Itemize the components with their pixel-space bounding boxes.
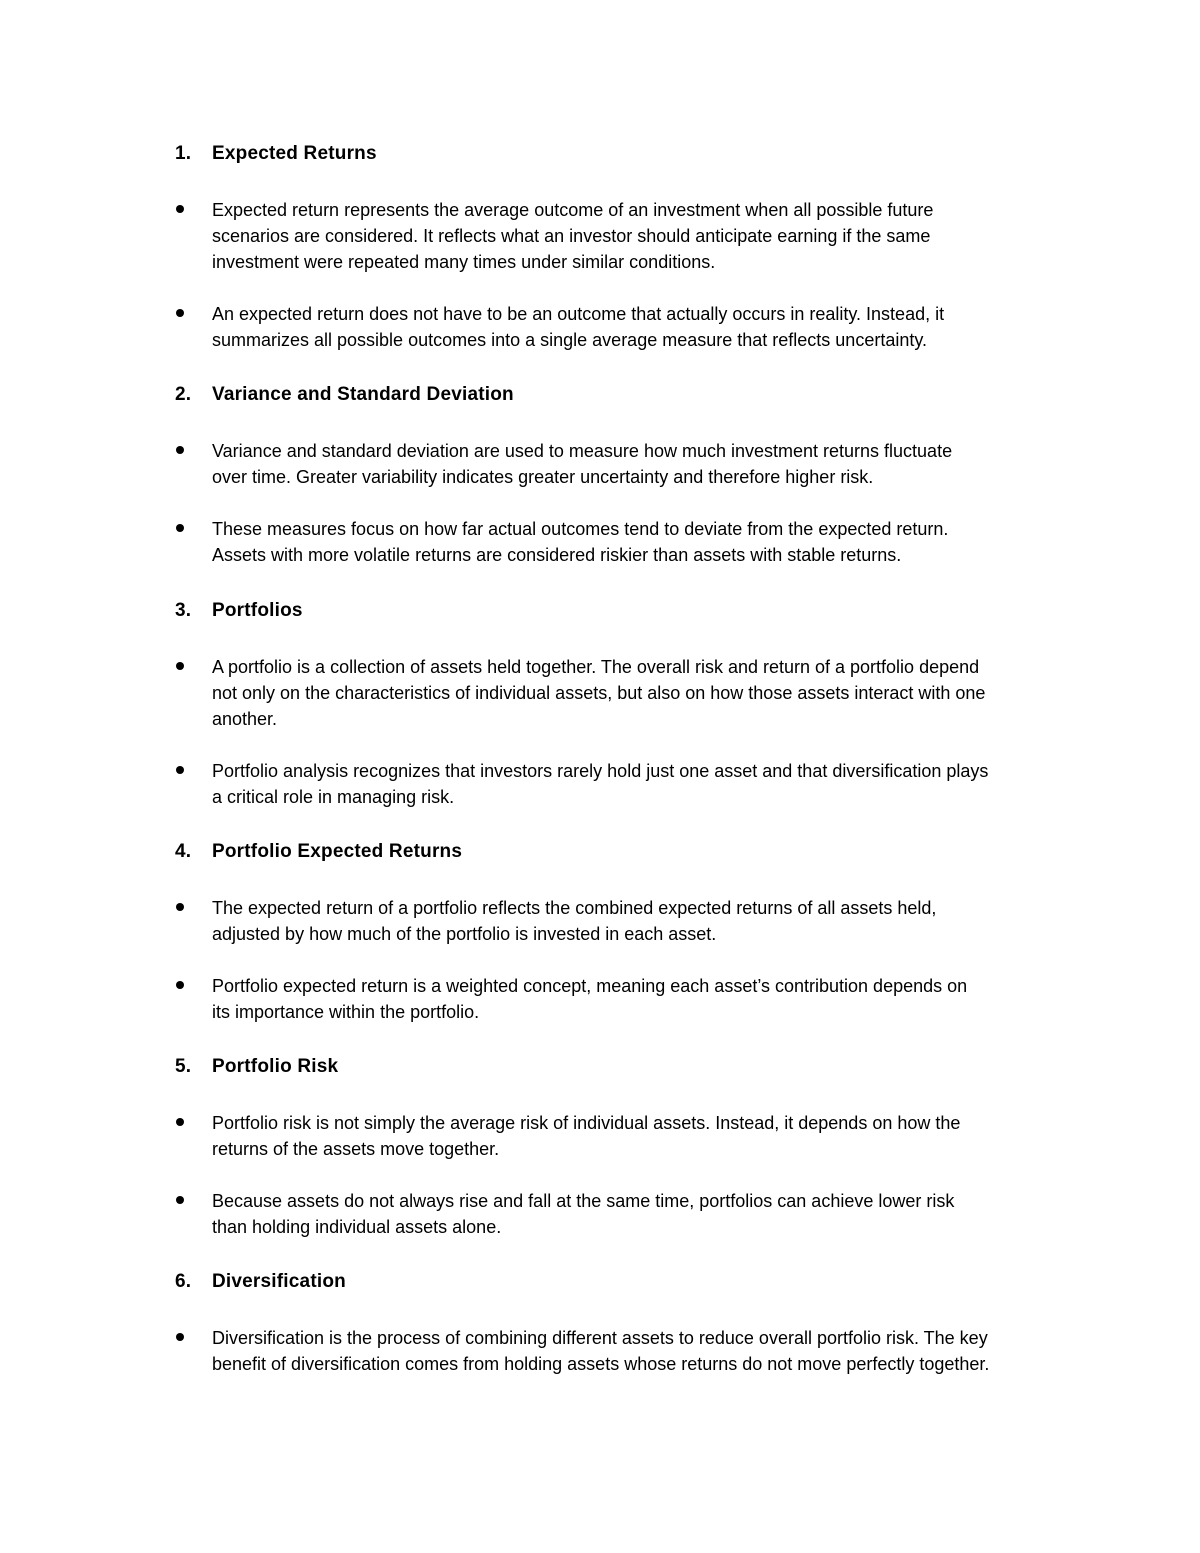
list-item-text: Diversification is the process of combining different assets to reduce overall portfolio risk. The key benefit of diversification comes from holding assets whose returns do not move perfectly together. (212, 1328, 990, 1374)
section-heading (175, 1055, 338, 1079)
bullet-dot-icon (176, 1196, 184, 1204)
section-heading (175, 383, 514, 407)
section-title: Variance and Standard Deviation (212, 384, 514, 405)
list-item-text: Because assets do not always rise and fall at the same time, portfolios can achieve lower risk than holding individual assets alone. (212, 1191, 955, 1237)
bullet-dot-icon (176, 662, 184, 670)
section-title: Portfolio Risk (212, 1056, 339, 1077)
section-number: 1. (175, 143, 192, 164)
section-number: 2. (175, 384, 192, 405)
list-item-text: The expected return of a portfolio reflects the combined expected returns of all assets held, adjusted by how much of the portfolio is invested in each asset. (212, 898, 937, 944)
section-heading (175, 1270, 346, 1294)
bullet-dot-icon (176, 903, 184, 911)
bullet-dot-icon (176, 1333, 184, 1341)
section-title: Portfolio Expected Returns (212, 841, 463, 862)
section-heading (175, 840, 462, 864)
section-heading (175, 599, 303, 623)
bullet-dot-icon (176, 981, 184, 989)
section-title: Portfolios (212, 600, 303, 621)
bullet-dot-icon (176, 766, 184, 774)
section-number: 4. (175, 841, 192, 862)
section-number: 6. (175, 1271, 192, 1292)
list-item-text: Portfolio risk is not simply the average risk of individual assets. Instead, it depends on how the returns of the assets move together. (212, 1113, 961, 1159)
bullet-dot-icon (176, 524, 184, 532)
section-title: Diversification (212, 1271, 346, 1292)
bullet-dot-icon (176, 205, 184, 213)
list-item-text: Portfolio expected return is a weighted concept, meaning each asset’s contribution depends on its importance within the portfolio. (212, 976, 968, 1022)
section-number: 3. (175, 600, 192, 621)
section-number: 5. (175, 1056, 192, 1077)
section-title: Expected Returns (212, 143, 377, 164)
bullet-dot-icon (176, 309, 184, 317)
list-item-text: A portfolio is a collection of assets held together. The overall risk and return of a portfolio depend not only on the characteristics of individual assets, but also on how those assets interact with one another. (212, 657, 986, 729)
list-item-text: These measures focus on how far actual outcomes tend to deviate from the expected return. Assets with more volatile returns are considered riskier than assets with stable returns. (212, 519, 949, 565)
section-heading (175, 142, 377, 166)
bullet-dot-icon (176, 446, 184, 454)
list-item-text: Variance and standard deviation are used to measure how much investment returns fluctuate over time. Greater variability indicates greater uncertainty and therefore higher risk. (212, 441, 953, 487)
bullet-dot-icon (176, 1118, 184, 1126)
list-item-text: Portfolio analysis recognizes that investors rarely hold just one asset and that diversification plays a critical role in managing risk. (212, 761, 989, 807)
list-item-text: Expected return represents the average outcome of an investment when all possible future scenarios are considered. It reflects what an investor should anticipate earning if the same investment were repeated many times under similar conditions. (212, 200, 934, 272)
list-item-text: An expected return does not have to be an outcome that actually occurs in reality. Instead, it summarizes all possible outcomes into a single average measure that reflects uncertainty. (212, 304, 945, 350)
